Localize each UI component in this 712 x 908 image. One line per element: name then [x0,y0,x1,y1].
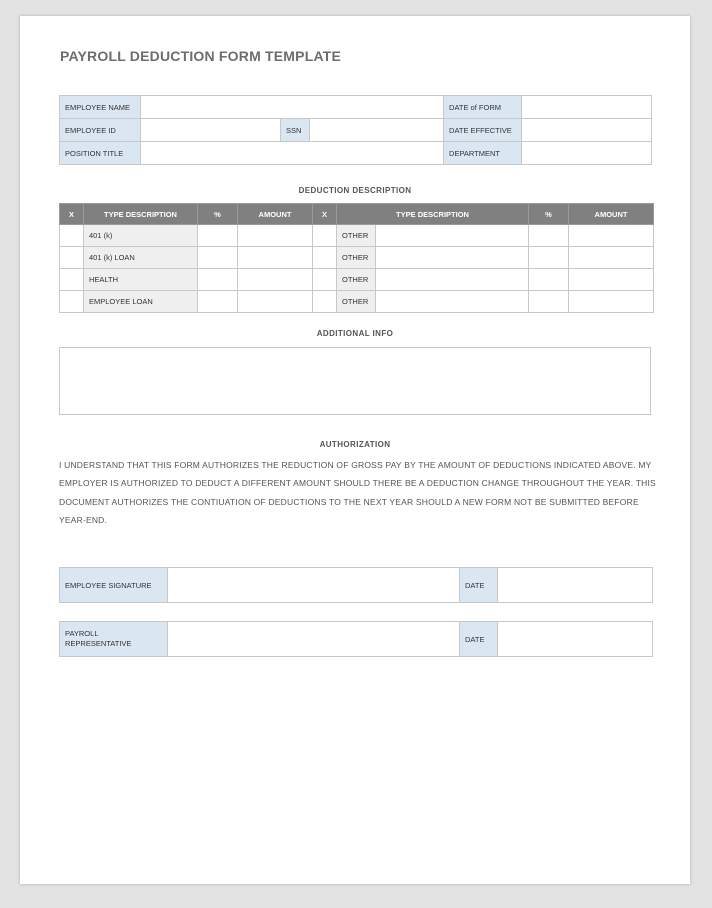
date-effective-label: DATE EFFECTIVE [444,119,522,142]
x-checkbox-cell[interactable] [313,291,337,313]
amount-header-right: AMOUNT [569,204,654,225]
x-checkbox-cell[interactable] [313,269,337,291]
type-description-field[interactable] [376,291,529,313]
pct-header-left: % [198,204,238,225]
pct-field[interactable] [198,247,238,269]
additional-info-textarea[interactable] [59,347,651,415]
table-row [60,269,654,291]
amount-field[interactable] [569,225,654,247]
amount-field[interactable] [238,225,313,247]
date-of-form-label: DATE of FORM [444,96,522,119]
type-cell: OTHER [337,269,376,291]
department-field[interactable] [522,142,652,165]
pct-field[interactable] [198,225,238,247]
pct-header-right: % [529,204,569,225]
amount-field[interactable] [238,269,313,291]
date-field[interactable] [498,622,653,657]
date-label: DATE [460,568,498,603]
deduction-table [59,203,654,313]
type-cell: HEALTH [84,269,198,291]
pct-field[interactable] [529,269,569,291]
table-header-row [60,204,654,225]
type-cell: EMPLOYEE LOAN [84,291,198,313]
deduction-heading: DEDUCTION DESCRIPTION [298,186,412,195]
x-checkbox-cell[interactable] [60,291,84,313]
pct-field[interactable] [198,269,238,291]
pct-field[interactable] [529,291,569,313]
table-row [60,225,654,247]
payroll-representative-field[interactable] [168,622,460,657]
x-checkbox-cell[interactable] [313,247,337,269]
page-title: PAYROLL DEDUCTION FORM TEMPLATE [60,48,342,64]
x-header-left: X [60,204,84,225]
type-cell: OTHER [337,225,376,247]
type-header-left: TYPE DESCRIPTION [84,204,198,225]
employee-signature-label: EMPLOYEE SIGNATURE [60,568,168,603]
employee-signature-field[interactable] [168,568,460,603]
employee-name-label: EMPLOYEE NAME [60,96,141,119]
pct-field[interactable] [529,247,569,269]
payroll-rep-line1: PAYROLL [65,629,99,638]
x-header-right: X [313,204,337,225]
additional-info-heading: ADDITIONAL INFO [316,329,394,338]
ssn-label: SSN [281,119,310,142]
pct-field[interactable] [529,225,569,247]
table-row [60,291,654,313]
authorization-heading: AUTHORIZATION [319,440,391,449]
amount-header-left: AMOUNT [238,204,313,225]
date-of-form-field[interactable] [522,96,652,119]
x-checkbox-cell[interactable] [313,225,337,247]
type-cell: OTHER [337,291,376,313]
form-page [20,16,690,884]
type-cell: OTHER [337,247,376,269]
pct-field[interactable] [198,291,238,313]
amount-field[interactable] [238,291,313,313]
date-effective-field[interactable] [522,119,652,142]
type-description-field[interactable] [376,269,529,291]
table-row [60,622,653,657]
type-cell: 401 (k) LOAN [84,247,198,269]
x-checkbox-cell[interactable] [60,269,84,291]
authorization-text: I UNDERSTAND THAT THIS FORM AUTHORIZES THE REDUCTION OF GROSS PAY BY THE AMOUNT OF DEDUCTIONS INDICATED ABOVE. MY EMPLOYER IS AUTHORIZED TO DEDUCT A DIFFERENT AMOUNT SHOULD THERE BE A DEDUCTION CHANGE THROUGHOUT THE YEAR. THIS DOCUMENT AUTHORIZES THE CONTIUATION OF DEDUCTIONS TO THE NEXT YEAR SHOULD A NEW FORM NOT BE SUBMITTED BEFORE YEAR-END. [59,460,656,525]
x-checkbox-cell[interactable] [60,247,84,269]
employee-name-field[interactable] [141,96,444,119]
amount-field[interactable] [569,269,654,291]
type-description-field[interactable] [376,247,529,269]
table-row [60,142,652,165]
payroll-representative-table [59,621,653,657]
date-field[interactable] [498,568,653,603]
amount-field[interactable] [569,291,654,313]
table-row [60,568,653,603]
table-row [60,247,654,269]
table-row [60,96,652,119]
amount-field[interactable] [238,247,313,269]
employee-info-table [59,95,652,165]
type-header-right: TYPE DESCRIPTION [337,204,529,225]
position-title-label: POSITION TITLE [60,142,141,165]
date-label: DATE [460,622,498,657]
employee-signature-table [59,567,653,603]
ssn-field[interactable] [310,119,444,142]
payroll-rep-line2: REPRESENTATIVE [65,639,132,648]
position-title-field[interactable] [141,142,444,165]
x-checkbox-cell[interactable] [60,225,84,247]
amount-field[interactable] [569,247,654,269]
employee-id-label: EMPLOYEE ID [60,119,141,142]
department-label: DEPARTMENT [444,142,522,165]
employee-id-field[interactable] [141,119,281,142]
type-cell: 401 (k) [84,225,198,247]
payroll-representative-label [60,622,168,657]
type-description-field[interactable] [376,225,529,247]
table-row [60,119,652,142]
